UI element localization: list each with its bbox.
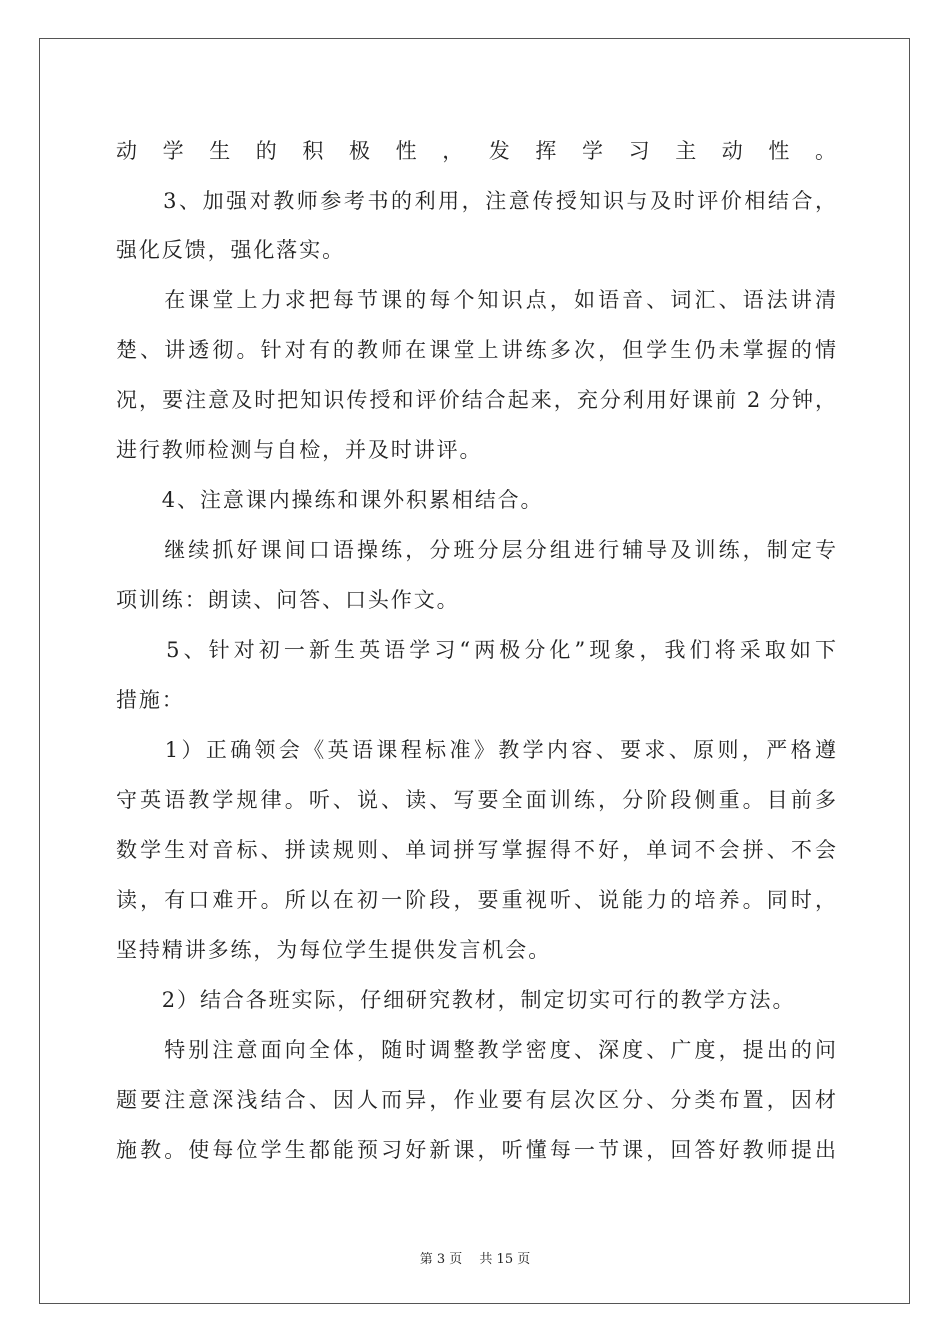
text-line: 况，要注意及时把知识传授和评价结合起来，充分利用好课前 2 分钟， bbox=[116, 388, 836, 412]
text-line: 题要注意深浅结合、因人而异，作业要有层次区分、分类布置，因材 bbox=[116, 1088, 836, 1112]
text-line: 进行教师检测与自检，并及时讲评。 bbox=[116, 438, 483, 462]
text-line: 读，有口难开。所以在初一阶段，要重视听、说能力的培养。同时， bbox=[116, 888, 836, 912]
text-line: 5、针对初一新生英语学习“两极分化”现象，我们将采取如下 bbox=[116, 638, 836, 662]
text-line: 强化反馈，强化落实。 bbox=[116, 238, 345, 262]
text-line: 施教。使每位学生都能预习好新课，听懂每一节课，回答好教师提出 bbox=[116, 1138, 836, 1162]
text-line: 4、注意课内操练和课外积累相结合。 bbox=[116, 488, 544, 512]
text-line: 守英语教学规律。听、说、读、写要全面训练，分阶段侧重。目前多 bbox=[116, 788, 836, 812]
text-line: 1）正确领会《英语课程标准》教学内容、要求、原则，严格遵 bbox=[116, 738, 836, 762]
text-line: 继续抓好课间口语操练，分班分层分组进行辅导及训练，制定专 bbox=[116, 538, 836, 562]
text-line: 坚持精讲多练，为每位学生提供发言机会。 bbox=[116, 938, 552, 962]
text-line: 措施： bbox=[116, 688, 185, 712]
text-line: 动学生的积极性，发挥学习主动性。 bbox=[116, 139, 836, 163]
text-line: 在课堂上力求把每节课的每个知识点，如语音、词汇、语法讲清 bbox=[116, 288, 836, 312]
text-line: 2）结合各班实际，仔细研究教材，制定切实可行的教学方法。 bbox=[116, 988, 796, 1012]
page-border bbox=[39, 38, 910, 1304]
page-footer: 第 3 页 共 15 页 bbox=[419, 1252, 531, 1267]
text-line: 项训练：朗读、问答、口头作文。 bbox=[116, 588, 460, 612]
text-line: 楚、讲透彻。针对有的教师在课堂上讲练多次，但学生仍未掌握的情 bbox=[116, 338, 836, 362]
text-line: 数学生对音标、拼读规则、单词拼写掌握得不好，单词不会拼、不会 bbox=[116, 838, 836, 862]
text-line: 特别注意面向全体，随时调整教学密度、深度、广度，提出的问 bbox=[116, 1038, 836, 1062]
text-line: 3、加强对教师参考书的利用，注意传授知识与及时评价相结合， bbox=[116, 189, 836, 213]
